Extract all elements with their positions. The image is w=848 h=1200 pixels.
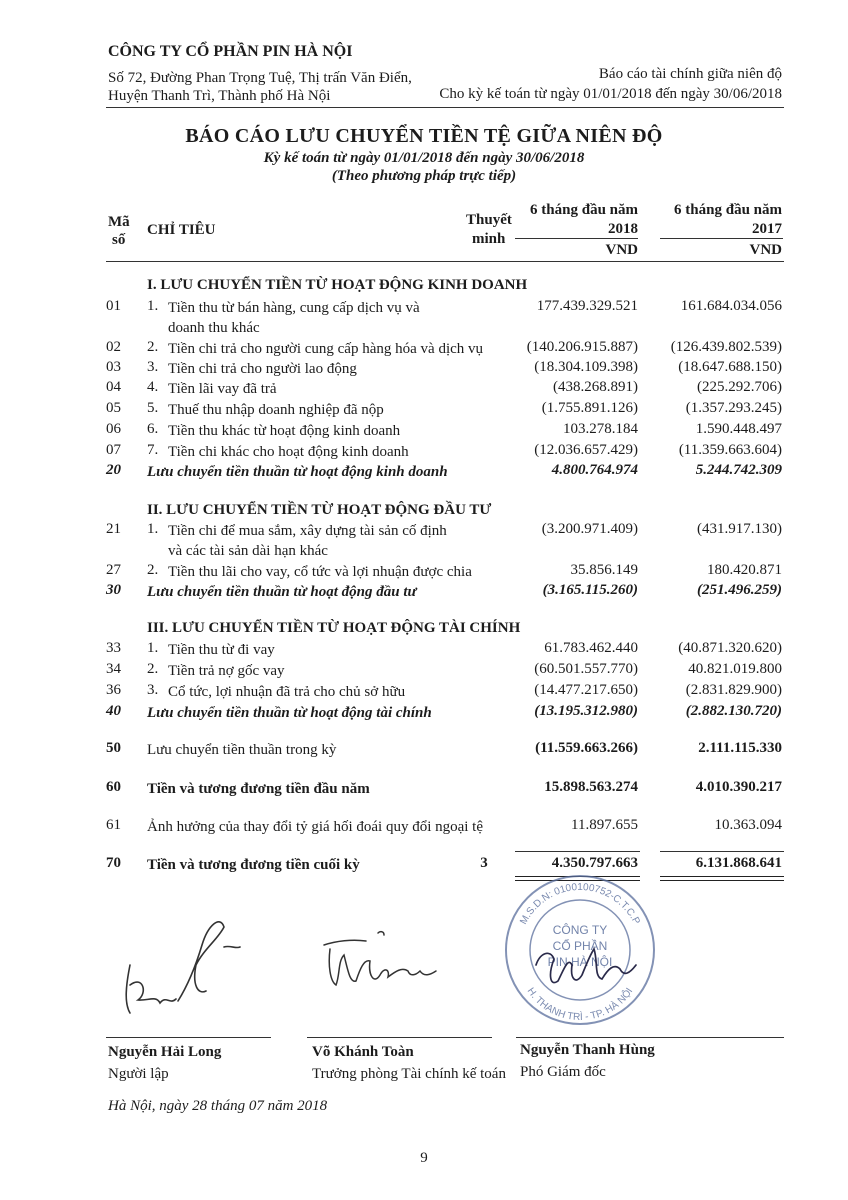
row-label: Lưu chuyển tiền thuần từ hoạt động đầu tư xyxy=(147,584,417,600)
table-row-40-subtotal xyxy=(0,703,848,723)
col-2017-header-1: 6 tháng đầu năm xyxy=(674,202,782,218)
table-row-36 xyxy=(0,682,848,702)
report-name: Báo cáo tài chính giữa niên độ xyxy=(598,66,782,82)
report-title: BÁO CÁO LƯU CHUYỂN TIỀN TỆ GIỮA NIÊN ĐỘ xyxy=(185,125,663,147)
row-value-2017: (225.292.706) xyxy=(697,379,782,395)
signatory-name-deputy-director: Nguyễn Thanh Hùng xyxy=(520,1042,655,1058)
table-row-02 xyxy=(0,339,848,359)
page-number: 9 xyxy=(420,1150,428,1166)
row-value-2017: 2.111.115.330 xyxy=(698,740,782,756)
row-value-2018: 61.783.462.440 xyxy=(544,640,638,656)
signature-preparer xyxy=(108,905,248,1020)
row-value-2018: 11.897.655 xyxy=(571,817,638,833)
row-code: 40 xyxy=(106,703,121,719)
place-and-date: Hà Nội, ngày 28 tháng 07 năm 2018 xyxy=(108,1098,328,1114)
seal-center-line3: PIN HÀ NỘI xyxy=(547,955,613,969)
row-code: 30 xyxy=(106,582,121,598)
row-value-2018: (13.195.312.980) xyxy=(534,703,638,719)
row-value-2018: (140.206.915.887) xyxy=(526,339,638,355)
row-value-2018: 4.800.764.974 xyxy=(551,462,638,478)
col-2018-underline xyxy=(515,238,638,239)
signatory-role-preparer: Người lập xyxy=(108,1066,169,1082)
row-code: 60 xyxy=(106,779,121,795)
row-label: Tiền thu từ bán hàng, cung cấp dịch vụ và doanh thu khác xyxy=(168,300,420,336)
row-value-2017: (18.647.688.150) xyxy=(678,359,782,375)
signatory-role-chief-accountant: Trưởng phòng Tài chính kế toán xyxy=(312,1066,506,1082)
signature-line-preparer xyxy=(106,1037,271,1038)
seal-center-line2: CỔ PHẦN xyxy=(552,939,608,953)
row-code: 21 xyxy=(106,521,121,537)
col-code-header-1: Mã xyxy=(108,214,130,230)
col-2017-underline xyxy=(660,238,783,239)
table-row-33 xyxy=(0,640,848,660)
col-2017-header-2: 2017 xyxy=(752,221,782,237)
row-code: 01 xyxy=(106,298,121,314)
signature-line-deputy-director xyxy=(516,1037,784,1038)
row-index: 3. xyxy=(147,682,159,698)
row-label: Tiền thu khác từ hoạt động kinh doanh xyxy=(168,423,401,439)
row-code: 07 xyxy=(106,442,121,458)
row-index: 2. xyxy=(147,562,159,578)
col-2018-unit: VND xyxy=(605,242,638,258)
signatory-role-deputy-director: Phó Giám đốc xyxy=(520,1064,606,1080)
seal-center-line1: CÔNG TY xyxy=(552,923,608,937)
row-code: 06 xyxy=(106,421,121,437)
row-value-2017: 10.363.094 xyxy=(714,817,782,833)
row-label: Tiền và tương đương tiền đầu năm xyxy=(147,781,370,797)
row-value-2017: (126.439.802.539) xyxy=(670,339,782,355)
table-row-34 xyxy=(0,661,848,681)
row-index: 6. xyxy=(147,421,159,437)
row-value-2017: (2.831.829.900) xyxy=(685,682,782,698)
row-label: Thuế thu nhập doanh nghiệp đã nộp xyxy=(168,402,384,418)
table-row-01 xyxy=(0,298,848,336)
row-label: Tiền thu từ đi vay xyxy=(168,642,275,658)
header-divider xyxy=(106,107,784,108)
row-label: Cổ tức, lợi nhuận đã trả cho chủ sở hữu xyxy=(168,684,406,700)
table-row-07 xyxy=(0,442,848,462)
total-2017-overline xyxy=(660,851,784,852)
row-label: Lưu chuyển tiền thuần từ hoạt động kinh doanh xyxy=(147,464,448,480)
row-code: 02 xyxy=(106,339,121,355)
company-address-line2: Huyện Thanh Trì, Thành phố Hà Nội xyxy=(108,88,331,104)
company-address-line1: Số 72, Đường Phan Trọng Tuệ, Thị trấn Văn Điển, xyxy=(108,70,412,86)
report-period: Cho kỳ kế toán từ ngày 01/01/2018 đến ngày 30/06/2018 xyxy=(439,86,782,102)
report-subtitle-period: Kỳ kế toán từ ngày 01/01/2018 đến ngày 30/06/2018 xyxy=(263,150,585,166)
row-value-2018: (12.036.657.429) xyxy=(534,442,638,458)
row-label: Tiền chi khác cho hoạt động kinh doanh xyxy=(168,444,409,460)
table-row-03 xyxy=(0,359,848,379)
table-row-60 xyxy=(0,779,848,799)
row-value-2018: (3.165.115.260) xyxy=(542,582,638,598)
row-label: Tiền và tương đương tiền cuối kỳ xyxy=(147,857,360,873)
table-row-30-subtotal xyxy=(0,582,848,602)
row-value-2017: (40.871.320.620) xyxy=(678,640,782,656)
total-2017-double-underline xyxy=(660,876,784,881)
table-row-04 xyxy=(0,379,848,399)
row-value-2017: 1.590.448.497 xyxy=(695,421,782,437)
row-value-2017: (431.917.130) xyxy=(697,521,782,537)
row-index: 4. xyxy=(147,379,159,395)
section-operating-title: I. LƯU CHUYỂN TIỀN TỪ HOẠT ĐỘNG KINH DOANH xyxy=(147,277,528,293)
row-value-2017: 161.684.034.056 xyxy=(680,298,782,314)
row-note: 3 xyxy=(480,855,488,871)
signature-deputy-director xyxy=(528,925,648,1005)
row-value-2017: 40.821.019.800 xyxy=(688,661,782,677)
col-2018-header-2: 2018 xyxy=(608,221,638,237)
section-investing-title: II. LƯU CHUYỂN TIỀN TỪ HOẠT ĐỘNG ĐẦU TƯ xyxy=(147,502,492,518)
row-index: 7. xyxy=(147,442,159,458)
row-label: Tiền chi trả cho người cung cấp hàng hóa và dịch vụ xyxy=(168,341,484,357)
row-code: 20 xyxy=(106,462,121,478)
row-code: 34 xyxy=(106,661,121,677)
table-row-70-total xyxy=(0,855,848,875)
col-code-header-2: số xyxy=(112,232,126,248)
table-header-divider xyxy=(106,261,784,262)
row-index: 2. xyxy=(147,661,159,677)
row-code: 05 xyxy=(106,400,121,416)
col-2017-unit: VND xyxy=(749,242,782,258)
row-value-2018: (3.200.971.409) xyxy=(541,521,638,537)
row-index: 1. xyxy=(147,640,159,656)
row-value-2018: (60.501.557.770) xyxy=(534,661,638,677)
company-name: CÔNG TY CỔ PHẦN PIN HÀ NỘI xyxy=(108,43,353,60)
seal-ring-bottom-text: H. THANH TRÌ - TP. HÀ NỘI xyxy=(524,985,636,1024)
row-code: 50 xyxy=(106,740,121,756)
col-2018-header-1: 6 tháng đầu năm xyxy=(530,202,638,218)
row-label: Tiền lãi vay đã trả xyxy=(168,381,277,397)
row-value-2017: 4.010.390.217 xyxy=(695,779,782,795)
row-index: 5. xyxy=(147,400,159,416)
table-row-06 xyxy=(0,421,848,441)
col-note-header-1: Thuyết xyxy=(466,212,512,228)
row-code: 04 xyxy=(106,379,121,395)
row-code: 27 xyxy=(106,562,121,578)
row-value-2018: 35.856.149 xyxy=(570,562,638,578)
row-value-2018: (14.477.217.650) xyxy=(534,682,638,698)
row-label: Ảnh hưởng của thay đổi tỷ giá hối đoái quy đổi ngoại tệ xyxy=(147,819,484,835)
row-value-2018: (438.268.891) xyxy=(553,379,638,395)
row-value-2018: (18.304.109.398) xyxy=(534,359,638,375)
seal-ring-top-text: M.S.D.N: 0100100752-C.T.C.P xyxy=(518,882,642,927)
signature-chief-accountant xyxy=(318,925,448,1000)
row-code: 33 xyxy=(106,640,121,656)
table-row-27 xyxy=(0,562,848,582)
table-row-05 xyxy=(0,400,848,420)
row-index: 1. xyxy=(147,521,159,537)
row-label: Lưu chuyển tiền thuần từ hoạt động tài chính xyxy=(147,705,432,721)
table-row-50 xyxy=(0,740,848,760)
row-code: 70 xyxy=(106,855,121,871)
row-code: 36 xyxy=(106,682,121,698)
row-value-2017: 5.244.742.309 xyxy=(695,462,782,478)
row-value-2018: 177.439.329.521 xyxy=(536,298,638,314)
row-value-2017: (2.882.130.720) xyxy=(685,703,782,719)
row-code: 61 xyxy=(106,817,121,833)
table-row-61 xyxy=(0,817,848,837)
row-value-2017: 180.420.871 xyxy=(707,562,782,578)
report-subtitle-method: (Theo phương pháp trực tiếp) xyxy=(331,168,517,184)
row-index: 1. xyxy=(147,298,159,314)
row-label: Tiền thu lãi cho vay, cổ tức và lợi nhuận được chia xyxy=(168,564,472,580)
row-label: Tiền trả nợ gốc vay xyxy=(168,663,285,679)
row-label: Tiền chi để mua sắm, xây dựng tài sản cố định và các tài sản dài hạn khác xyxy=(168,523,447,559)
row-label: Tiền chi trả cho người lao động xyxy=(168,361,357,377)
row-label: Lưu chuyển tiền thuần trong kỳ xyxy=(147,742,337,758)
signatory-name-chief-accountant: Võ Khánh Toàn xyxy=(312,1044,414,1060)
table-row-20-subtotal xyxy=(0,462,848,482)
row-code: 03 xyxy=(106,359,121,375)
row-value-2017: 6.131.868.641 xyxy=(695,855,782,871)
col-note-header-2: minh xyxy=(472,231,506,247)
row-value-2017: (1.357.293.245) xyxy=(685,400,782,416)
table-row-21 xyxy=(0,521,848,559)
section-financing-title: III. LƯU CHUYỂN TIỀN TỪ HOẠT ĐỘNG TÀI CHÍNH xyxy=(147,620,521,636)
row-index: 2. xyxy=(147,339,159,355)
row-value-2018: (1.755.891.126) xyxy=(541,400,638,416)
row-value-2018: 15.898.563.274 xyxy=(544,779,638,795)
row-value-2017: (251.496.259) xyxy=(697,582,782,598)
col-item-header: CHỈ TIÊU xyxy=(147,222,216,238)
row-value-2018: 4.350.797.663 xyxy=(551,855,638,871)
row-value-2017: (11.359.663.604) xyxy=(678,442,782,458)
signatory-name-preparer: Nguyễn Hải Long xyxy=(108,1044,222,1060)
row-index: 3. xyxy=(147,359,159,375)
row-value-2018: 103.278.184 xyxy=(563,421,638,437)
row-value-2018: (11.559.663.266) xyxy=(535,740,638,756)
signature-line-chief-accountant xyxy=(307,1037,492,1038)
total-2018-overline xyxy=(515,851,640,852)
